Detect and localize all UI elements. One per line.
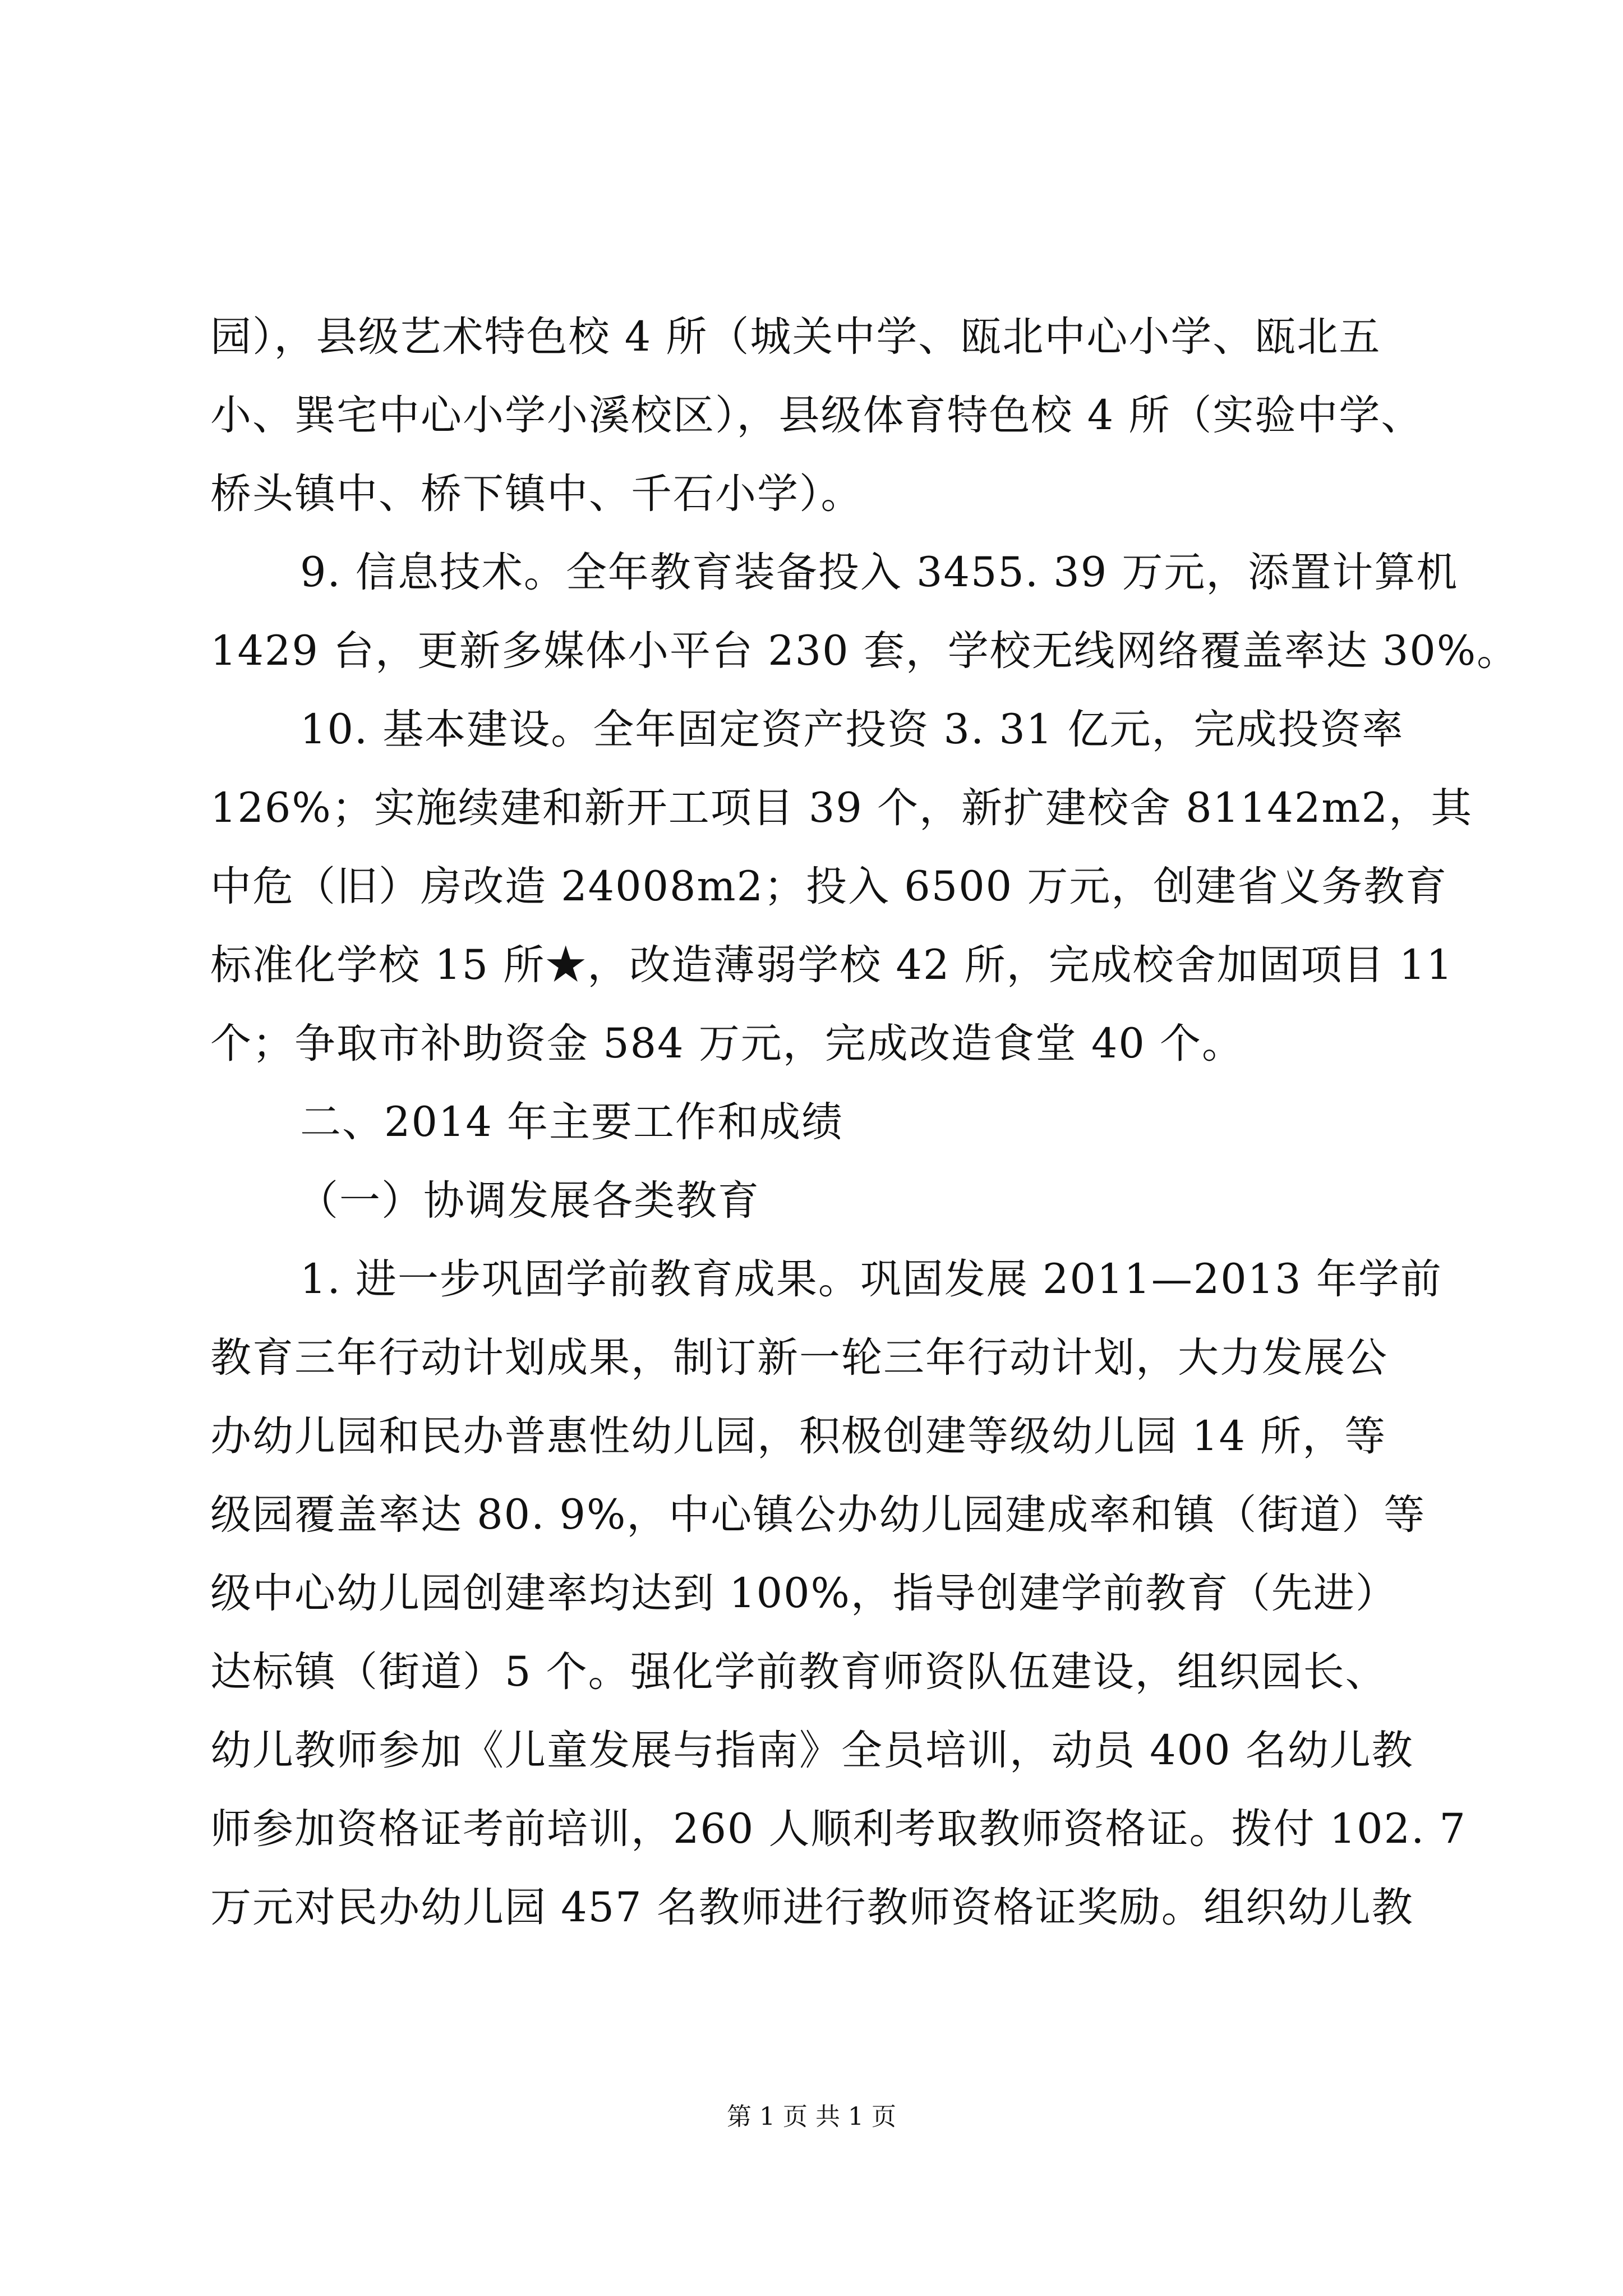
text-line: 级园覆盖率达 80. 9%，中心镇公办幼儿园建成率和镇（街道）等 xyxy=(210,1491,1426,1539)
text-line: 万元对民办幼儿园 457 名教师进行教师资格证奖励。组织幼儿教 xyxy=(210,1884,1414,1931)
text-line: 中危（旧）房改造 24008m2；投入 6500 万元，创建省义务教育 xyxy=(210,863,1448,910)
text-line: 1429 台，更新多媒体小平台 230 套，学校无线网络覆盖率达 30%。 xyxy=(210,627,1519,675)
page-footer xyxy=(0,2100,1623,2134)
text-line: 9. 信息技术。全年教育装备投入 3455. 39 万元，添置计算机 xyxy=(300,549,1459,596)
text-line: 126%；实施续建和新开工项目 39 个，新扩建校舍 81142m2，其 xyxy=(210,784,1473,832)
text-line: 桥头镇中、桥下镇中、千石小学）。 xyxy=(210,470,863,518)
page-number-label: 第 1 页 共 1 页 xyxy=(727,2102,896,2131)
text-line: 师参加资格证考前培训，260 人顺利考取教师资格证。拨付 102. 7 xyxy=(210,1805,1467,1853)
text-line: 小、巽宅中心小学小溪校区），县级体育特色校 4 所（实验中学、 xyxy=(210,392,1423,439)
text-line: 级中心幼儿园创建率均达到 100%，指导创建学前教育（先进） xyxy=(210,1570,1398,1617)
text-line: 幼儿教师参加《儿童发展与指南》全员培训，动员 400 名幼儿教 xyxy=(210,1727,1414,1774)
text-line: 教育三年行动计划成果，制订新一轮三年行动计划，大力发展公 xyxy=(210,1334,1388,1382)
text-line: 1. 进一步巩固学前教育成果。巩固发展 2011—2013 年学前 xyxy=(300,1255,1442,1303)
text-line: 标准化学校 15 所★，改造薄弱学校 42 所，完成校舍加固项目 11 xyxy=(210,941,1454,989)
text-line: 10. 基本建设。全年固定资产投资 3. 31 亿元，完成投资率 xyxy=(300,706,1404,753)
text-line: 办幼儿园和民办普惠性幼儿园，积极创建等级幼儿园 14 所，等 xyxy=(210,1412,1387,1460)
subsection-heading: （一）协调发展各类教育 xyxy=(297,1177,760,1225)
text-line: 个；争取市补助资金 584 万元，完成改造食堂 40 个。 xyxy=(210,1020,1244,1068)
text-line: 园），县级艺术特色校 4 所（城关中学、瓯北中心小学、瓯北五 xyxy=(210,313,1381,361)
text-line: 达标镇（街道）5 个。强化学前教育师资队伍建设，组织园长、 xyxy=(210,1648,1387,1696)
section-heading: 二、2014 年主要工作和成绩 xyxy=(300,1098,843,1146)
